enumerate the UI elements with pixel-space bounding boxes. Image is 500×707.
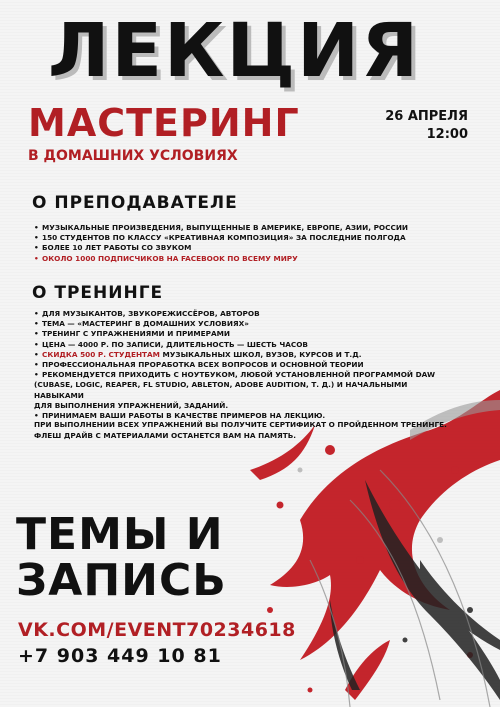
list-item: • ДЛЯ МУЗЫКАНТОВ, ЗВУКОРЕЖИССЁРОВ, АВТОРОВ: [34, 309, 454, 319]
event-date: 26 АПРЕЛЯ: [385, 109, 468, 124]
event-subtitle-secondary: В ДОМАШНИХ УСЛОВИЯХ: [28, 148, 238, 164]
training-list: [34, 309, 454, 421]
topics-heading: [16, 509, 227, 606]
list-item: • ОКОЛО 1000 ПОДПИСЧИКОВ НА FACEBOOK ПО ВСЕМУ МИРУ: [34, 254, 454, 264]
list-item-continued: (CUBASE, LOGIC, REAPER, FL STUDIO, ABLETON, ADOBE AUDITION, Т. Д.) И НАЧАЛЬНЫМИ НАВЫКАМИ: [34, 380, 408, 400]
note-line: ФЛЕШ ДРАЙВ С МАТЕРИАЛАМИ ОСТАНЕТСЯ ВАМ НА ПАМЯТЬ.: [34, 430, 297, 440]
phone-number[interactable]: +7 903 449 10 81: [18, 645, 222, 667]
topics-line: ТЕМЫ И: [16, 509, 224, 560]
vk-link[interactable]: VK.COM/EVENT70234618: [18, 619, 296, 641]
discount-tail: МУЗЫКАЛЬНЫХ ШКОЛ, ВУЗОВ, КУРСОВ И Т.Д.: [159, 349, 362, 359]
note-line: ПРИ ВЫПОЛНЕНИИ ВСЕХ УПРАЖНЕНИЙ ВЫ ПОЛУЧИТЕ СЕРТИФИКАТ О ПРОЙДЕННОМ ТРЕНИНГЕ.: [34, 420, 447, 429]
event-title: ЛЕКЦИЯ: [48, 8, 421, 94]
list-item: • 150 СТУДЕНТОВ ПО КЛАССУ «КРЕАТИВНАЯ КОМПОЗИЦИЯ» ЗА ПОСЛЕДНИЕ ПОЛГОДА: [34, 233, 454, 243]
list-item: • РЕКОМЕНДУЕТСЯ ПРИХОДИТЬ С НОУТБУКОМ, ЛЮБОЙ УСТАНОВЛЕННОЙ ПРОГРАММОЙ DAW: [34, 370, 454, 380]
teacher-heading: О ПРЕПОДАВАТЕЛЕ: [32, 193, 238, 213]
list-item: • ПРОФЕССИОНАЛЬНАЯ ПРОРАБОТКА ВСЕХ ВОПРОСОВ И ОСНОВНОЙ ТЕОРИИ: [34, 360, 454, 370]
event-datetime: [385, 108, 468, 144]
list-item: [34, 350, 454, 360]
list-item: • ТРЕНИНГ С УПРАЖНЕНИЯМИ И ПРИМЕРАМИ: [34, 329, 454, 339]
event-time: 12:00: [426, 127, 468, 142]
list-item: • БОЛЕЕ 10 ЛЕТ РАБОТЫ СО ЗВУКОМ: [34, 243, 454, 253]
list-item: • МУЗЫКАЛЬНЫЕ ПРОИЗВЕДЕНИЯ, ВЫПУЩЕННЫЕ В АМЕРИКЕ, ЕВРОПЕ, АЗИИ, РОССИИ: [34, 223, 454, 233]
discount-text: СКИДКА 500 Р. СТУДЕНТАМ: [42, 349, 160, 359]
event-subtitle: МАСТЕРИНГ: [28, 101, 300, 145]
list-item: • ПРИНИМАЕМ ВАШИ РАБОТЫ В КАЧЕСТВЕ ПРИМЕРОВ НА ЛЕКЦИЮ.: [34, 411, 454, 421]
teacher-list: [34, 223, 454, 264]
topics-line: ЗАПИСЬ: [16, 555, 227, 606]
training-heading: О ТРЕНИНГЕ: [32, 283, 164, 303]
list-item: • ЦЕНА — 4000 Р. ПО ЗАПИСИ, ДЛИТЕЛЬНОСТЬ — ШЕСТЬ ЧАСОВ: [34, 340, 454, 350]
certificate-note: [34, 420, 454, 441]
list-item: • ТЕМА — «МАСТЕРИНГ В ДОМАШНИХ УСЛОВИЯХ»: [34, 319, 454, 329]
list-item-continued: ДЛЯ ВЫПОЛНЕНИЯ УПРАЖНЕНИЙ, ЗАДАНИЙ.: [34, 400, 229, 410]
